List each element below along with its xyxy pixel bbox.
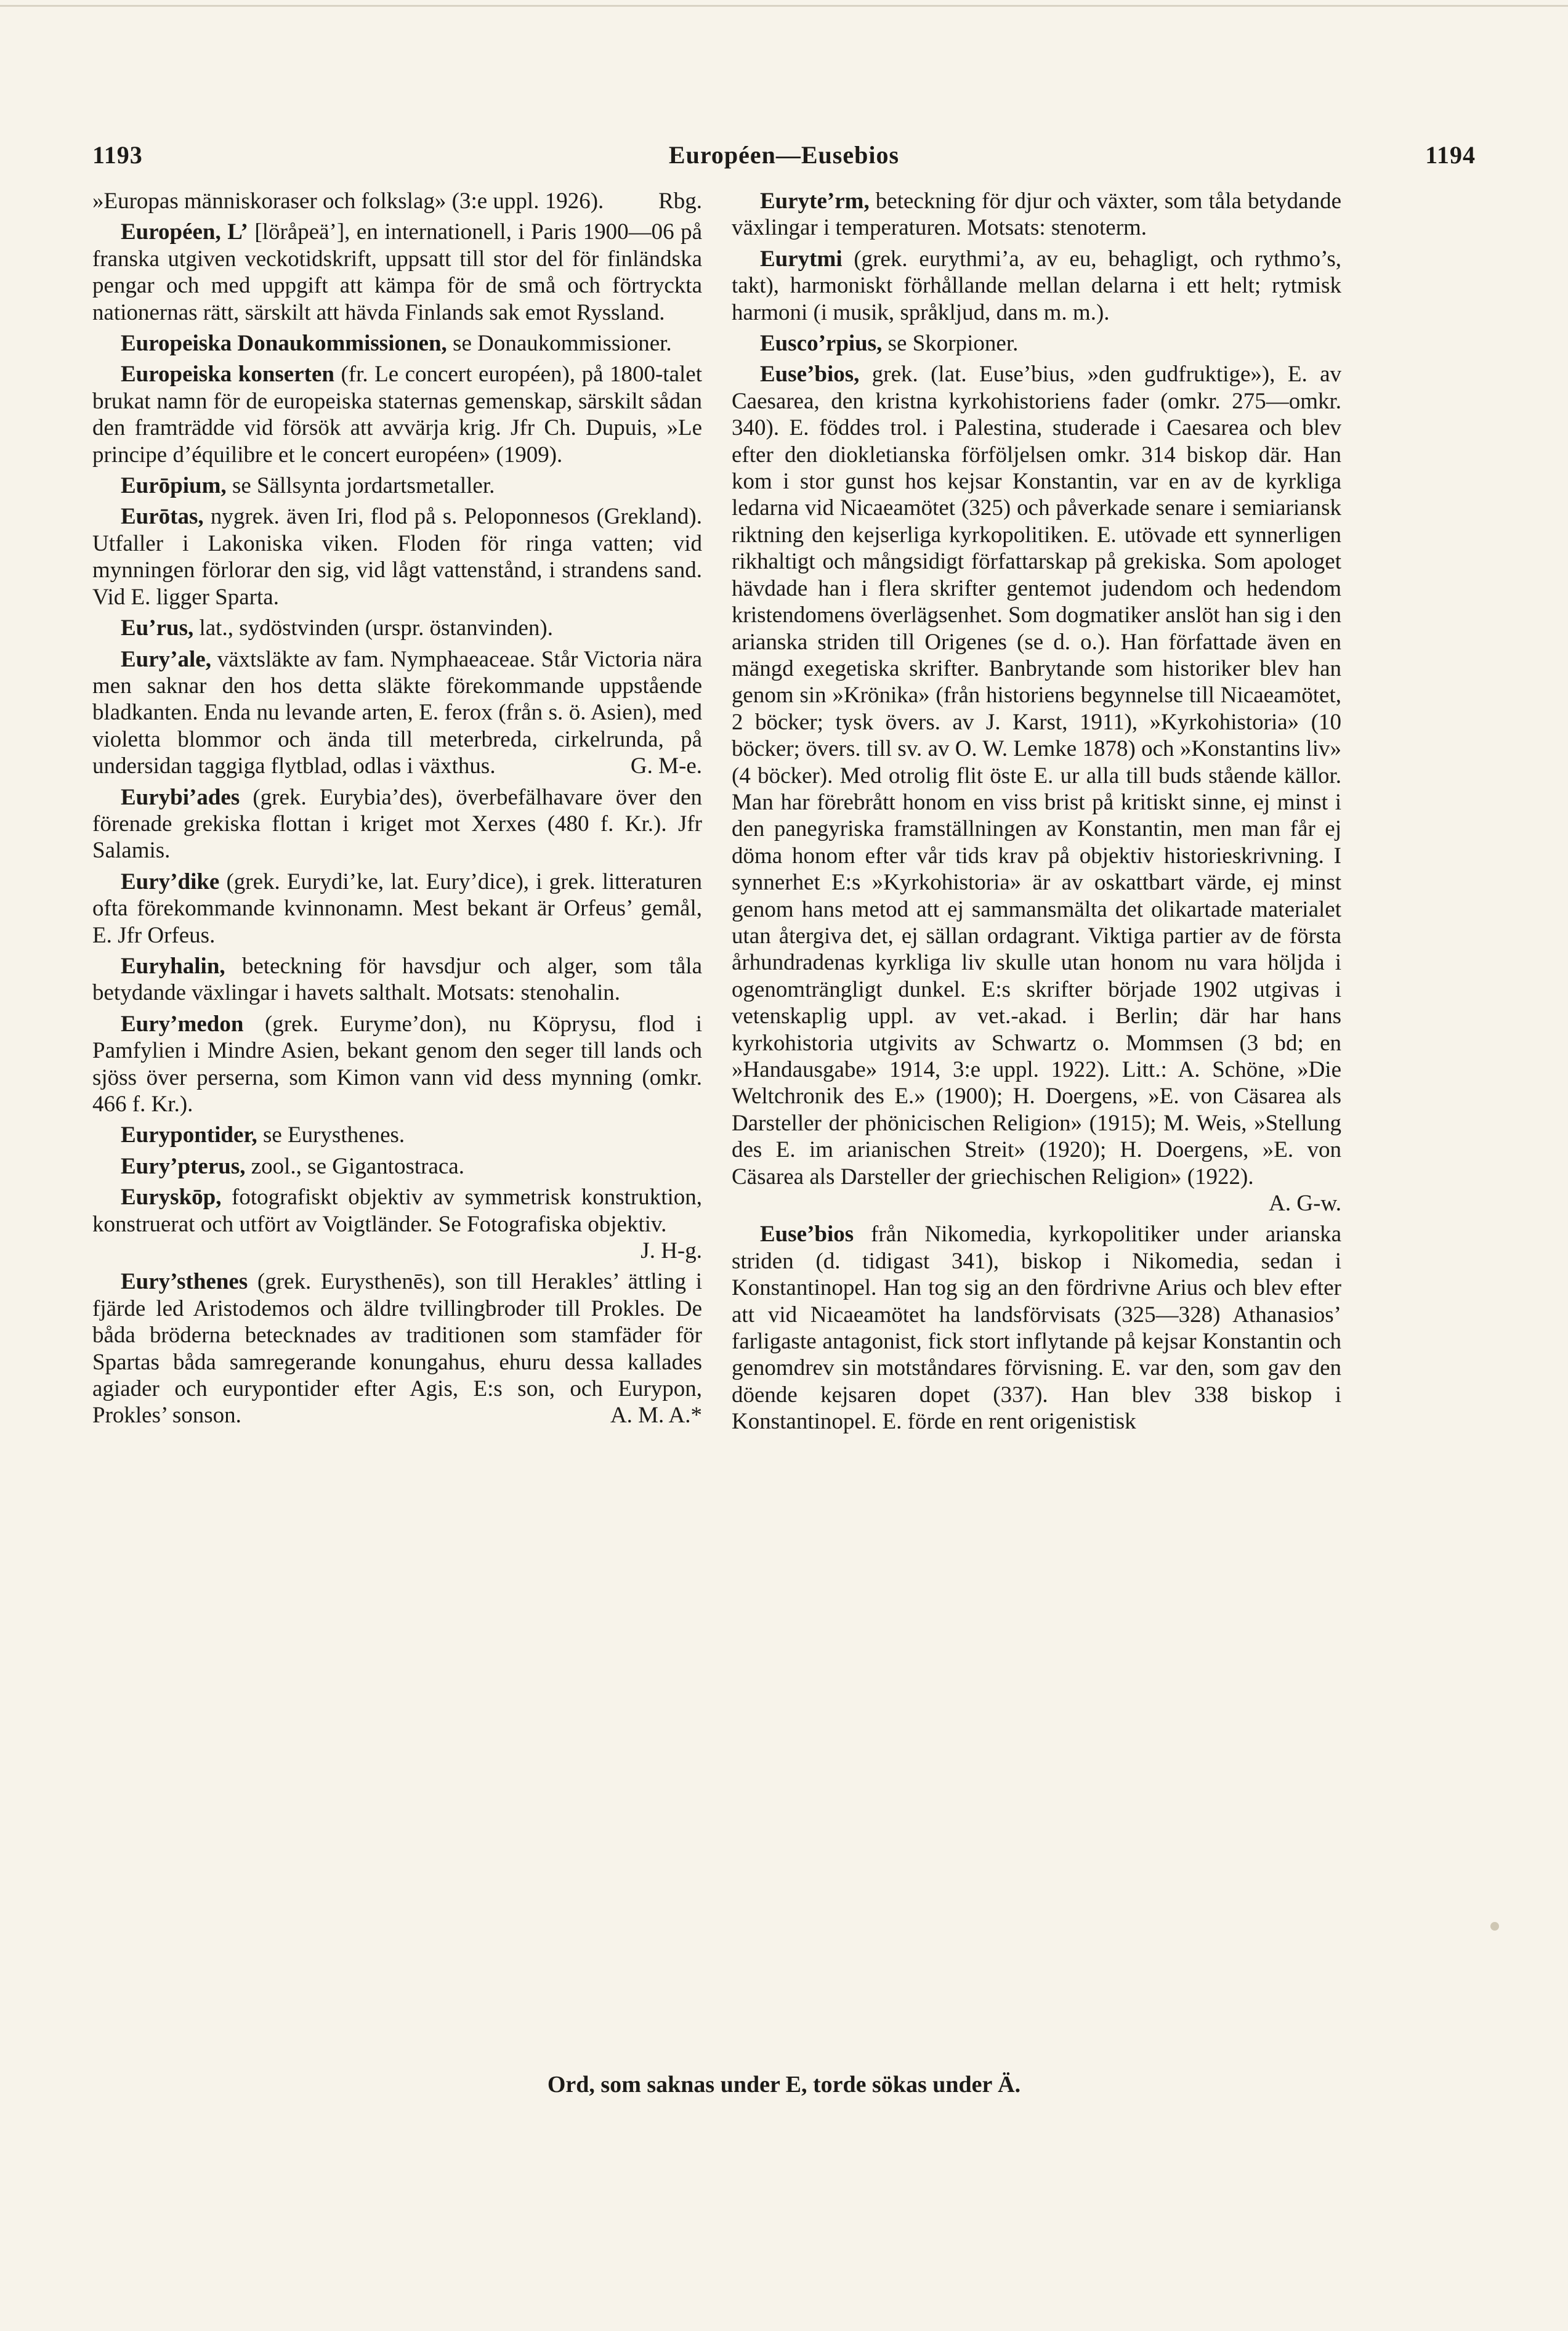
entry-headword: Européen, L’ — [121, 219, 248, 245]
dictionary-entry — [92, 1153, 702, 1180]
author-signature: A. M. A.* — [610, 1403, 702, 1429]
entry-text: fotografiskt objektiv av symmetrisk konstruktion, konstruerat och utfört av Voigtländer. Se Fotografiska objektiv. — [92, 1185, 702, 1237]
dictionary-entry — [732, 361, 1341, 1217]
entry-headword: Eurōpium, — [121, 473, 227, 499]
entry-text: (grek. Eurysthenēs), son till Herakles’ ättling i fjärde led Aristodemos och äldre tvillingbroder till Prokles. De båda bröderna betecknades av traditionen som stamfäder för Spartas båda samregerande konungahus, ehuru dessa kallades agiader och eurypontider efter Agis, E:s son, och Eurypon, Prokles’ sonson. — [92, 1269, 702, 1429]
entry-text: »Europas människoraser och folkslag» (3:e uppl. 1926). — [92, 189, 604, 214]
entry-text: växtsläkte av fam. Nymphaeaceae. Står Victoria nära men saknar den hos detta släkte förekommande uppstående bladkanten. Enda nu levande arten, E. ferox (från s. ö. Asien), med violetta blommor och ända till meterbreda, cirkelrunda, på undersidan taggiga flytblad, odlas i växthus. — [92, 646, 702, 779]
entry-text: (grek. Euryme’don), nu Köprysu, flod i Pamfylien i Mindre Asien, bekant genom den seger till lands och sjöss över perserna, som Kimon vann vid dess mynning (omkr. 466 f. Kr.). — [92, 1011, 702, 1117]
dictionary-entry — [92, 472, 702, 499]
dictionary-entry — [92, 330, 702, 357]
entry-headword: Euse’bios — [760, 1222, 854, 1247]
dictionary-entry — [92, 503, 702, 610]
right-column — [732, 188, 1341, 1440]
running-title: Européen—Eusebios — [668, 141, 900, 169]
dictionary-entry — [92, 1184, 702, 1264]
entry-headword: Eury’sthenes — [121, 1269, 248, 1295]
entry-text: beteckning för havsdjur och alger, som tåla betydande växlingar i havets salthalt. Motsats: stenohalin. — [92, 953, 702, 1006]
entry-headword: Eurōtas, — [121, 504, 204, 530]
entry-headword: Eury’ale, — [121, 646, 211, 672]
entry-headword: Eusco’rpius, — [760, 331, 883, 357]
dictionary-entry — [92, 1011, 702, 1118]
dictionary-entry — [92, 869, 702, 949]
entry-text: från Nikomedia, kyrkopolitiker under arianska striden (d. tidigast 341), biskop i Nikomedia, sedan i Konstantinopel. Han tog sig an den fördrivne Arius och blev efter att vid Nicaeamötet ha landsförvisats (325—328) Athanasios’ farligaste antagonist, fick stort inflytande på kejsar Konstantin och genomdrev sin motståndares förvisning. E. var den, som gav den döende kejsaren dopet (337). Han blev 338 biskop i Konstantinopel. E. förde en rent origenistisk — [732, 1222, 1341, 1435]
entry-text: [löråpeä’], en internationell, i Paris 1900—06 på franska utgiven veckotidskrift, uppsatt till stor del för finländska pengar och med uppgift att kämpa för de små och förtryckta nationernas rätt, särskilt att hävda Finlands sak emot Ryssland. — [92, 219, 702, 325]
entry-headword: Eurybi’ades — [121, 784, 240, 810]
entry-text: se Sällsynta jordartsmetaller. — [226, 473, 495, 499]
entry-text: grek. (lat. Euse’bius, »den gudfruktige»), E. av Caesarea, den kristna kyrkohistoriens fader (omkr. 275—omkr. 340). E. föddes trol. i Palestina, studerade i Caesarea och blev efter den diokletianska förföljelsen omkr. 314 biskop där. Han kom i stor gunst hos kejsar Konstantin, var en av de kyrkliga ledarna vid Nicaeamötet (325) och påverkade senare i semiariansk riktning den kejserliga kyrkopolitiken. E. utövade ett synnerligen rikhaltigt och mångsidigt författarskap på grekiska. Som apologet hävdade han i flera skrifter gentemot judendom och hedendom kristendomens överlägsenhet. Som dogmatiker anslöt han sig i den arianska striden till Origenes (se d. o.). Han författade även en mängd exegetiska skrifter. Banbrytande som historiker blev han genom sin »Krönika» (från historiens begynnelse till Nicaeamötet, 2 böcker; tysk övers. av J. Karst, 1911), »Kyrkohistoria» (10 böcker; övers. till sv. av O. W. Lemke 1878) och »Konstantins liv» (4 böcker). Med otrolig flit öste E. ur alla till buds stående källor. Man har förebrått honom en viss brist på kritiskt sinne, ej minst i den panegyriska framställningen av Konstantin, men man får ej döma honom efter vår tids krav på objektiv historieskrivning. I synnerhet E:s »Kyrkohistoria» är av oskattbart värde, ej minst genom hans metod att ej sammansmälta det olikartade materialet utan återgiva det, ej sällan ordagrant. Viktiga partier av de första århundradenas kyrkliga liv skulle utan honom nu vara höljda i ogenomträngligt dunkel. E:s skrifter började 1902 utgivas i vetenskaplig uppl. av vet.-akad. i Berlin; där har hans kyrkohistoria utgivits av Schwartz o. Mommsen (3 bd; en »Handausgabe» 1914, 3:e uppl. 1922). Litt.: A. Schöne, »Die Weltchronik des E.» (1900); H. Doergens, »E. von Cäsarea als Darsteller der phönicischen Religion» (1915); M. Weis, »Stellung des E. im arianischen Streit» (1920); H. Doergens, »E. von Cäsarea als Darsteller der griechischen Religion» (1922). — [732, 362, 1341, 1190]
dictionary-entry — [92, 953, 702, 1007]
left-column — [92, 188, 702, 1433]
entry-headword: Eurytmi — [760, 246, 843, 272]
entry-headword: Eury’medon — [121, 1011, 244, 1037]
dictionary-entry — [732, 246, 1341, 326]
entry-text: lat., sydöstvinden (urspr. östanvinden). — [193, 615, 553, 641]
entry-headword: Europeiska Donaukommissionen, — [121, 331, 447, 357]
entry-headword: Euryte’rm, — [760, 189, 870, 214]
right-page-number: 1194 — [1425, 141, 1476, 169]
entry-text: se Eurysthenes. — [257, 1122, 405, 1148]
entry-text: se Donaukommissioner. — [447, 331, 672, 357]
entry-headword: Euse’bios, — [760, 362, 860, 387]
author-signature: Rbg. — [658, 189, 702, 214]
dictionary-entry — [92, 361, 702, 468]
dictionary-entry — [92, 219, 702, 326]
entry-headword: Eury’pterus, — [121, 1153, 246, 1179]
dictionary-entry — [732, 188, 1341, 241]
entry-headword: Eurypontider, — [121, 1122, 257, 1148]
dictionary-entry — [92, 1268, 702, 1429]
dictionary-entry — [92, 188, 702, 214]
entry-text: se Skorpioner. — [882, 331, 1019, 357]
page-header — [92, 140, 1476, 177]
entry-text: (grek. Eurybia’des), överbefälhavare över den förenade grekiska flottan i kriget mot Xerxes (480 f. Kr.). Jfr Salamis. — [92, 784, 702, 864]
entry-text: nygrek. även Iri, flod på s. Peloponnesos (Grekland). Utfaller i Lakoniska viken. Floden för ringa vatten; vid mynningen förlorar den sig, vid lågt vattenstånd, i strandens sand. Vid E. ligger Sparta. — [92, 504, 702, 610]
dictionary-entry — [92, 1122, 702, 1148]
dictionary-entry — [732, 1221, 1341, 1435]
entry-headword: Eu’rus, — [121, 615, 194, 641]
entry-headword: Euryhalin, — [121, 953, 225, 979]
author-signature: G. M-e. — [630, 753, 702, 779]
left-page-number: 1193 — [92, 141, 143, 169]
entry-headword: Euryskōp, — [121, 1185, 222, 1210]
dictionary-entry — [92, 784, 702, 864]
entry-text: (fr. Le concert européen), på 1800-talet brukat namn för de europeiska staternas gemenskap, särskilt sådan den framträdde vid försök att avvärja krig. Jfr Ch. Dupuis, »Le principe d’équilibre et le concert européen» (1909). — [92, 362, 702, 468]
entry-headword: Eury’dike — [121, 869, 220, 894]
page-footer-note: Ord, som saknas under E, torde sökas under Ä. — [547, 2072, 1021, 2098]
entry-headword: Europeiska konserten — [121, 362, 334, 387]
entry-text: (grek. eurythmi’a, av eu, behagligt, och rythmo’s, takt), harmoniskt förhållande mellan delarna i ett helt; rytmisk harmoni (i musik, språkljud, dans m. m.). — [732, 246, 1341, 325]
dictionary-entry — [92, 615, 702, 641]
entry-text: beteckning för djur och växter, som tåla betydande växlingar i temperaturen. Motsats: stenoterm. — [732, 189, 1341, 241]
author-signature: J. H-g. — [641, 1238, 702, 1264]
dictionary-entry — [732, 330, 1341, 357]
author-signature: A. G-w. — [1269, 1191, 1341, 1217]
dictionary-entry — [92, 646, 702, 780]
entry-text: (grek. Eurydi’ke, lat. Eury’dice), i grek. litteraturen ofta förekommande kvinnonamn. Mest bekant är Orfeus’ gemål, E. Jfr Orfeus. — [92, 869, 702, 948]
entry-text: zool., se Gigantostraca. — [245, 1153, 464, 1179]
paper-mark — [1490, 1922, 1499, 1931]
top-edge-rule — [0, 5, 1568, 7]
